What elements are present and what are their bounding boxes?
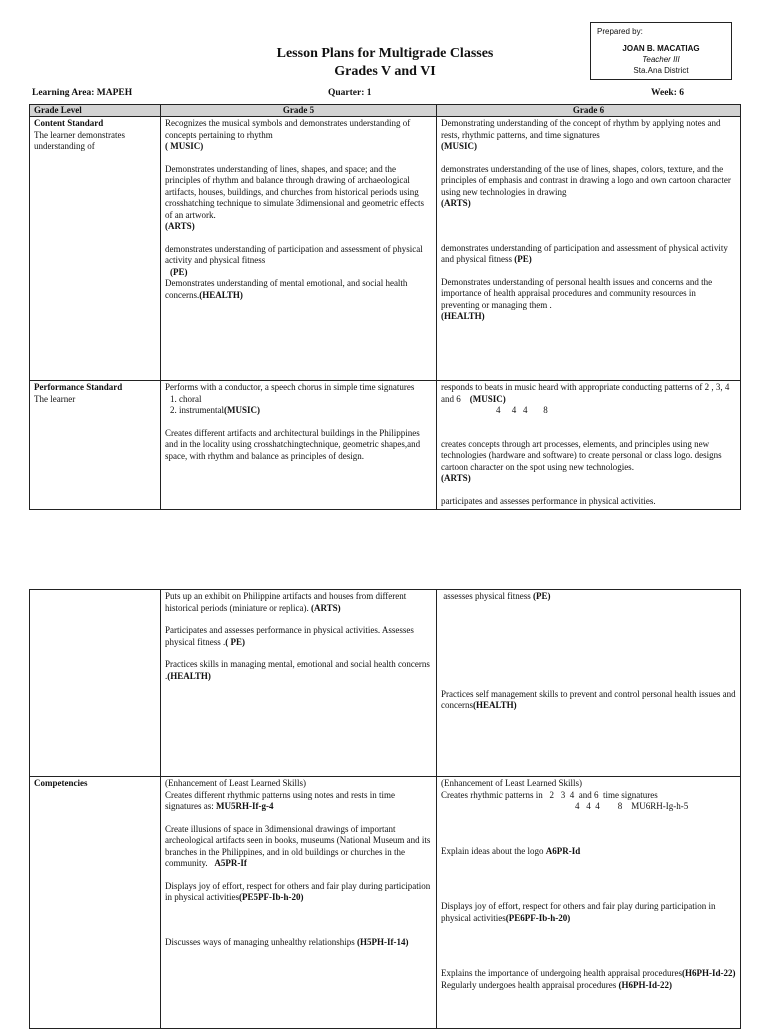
ct-g6-pe-tag: (PE) (533, 591, 551, 601)
cs-g6-music-text: Demonstrating understanding of the concept of rhythm by applying notes and rests, rhythmic patterns, and time signatures (441, 118, 721, 140)
cp-g6-denominators: 4 4 4 8 (575, 801, 623, 811)
ps-g6-music-text: responds to beats in music heard with appropriate conducting patterns of 2 , 3, 4 and 6 (441, 382, 730, 404)
cs-g6-pe-text: demonstrates understanding of participation and assessment of physical activity and physical fitness (441, 242, 728, 264)
document-subtitle: Grades V and VI (334, 64, 436, 79)
ct-g5-arts-tag: (ARTS) (310, 602, 341, 613)
cs-g5-health-text: Demonstrates understanding of mental emotional, and social health concerns. (165, 278, 408, 300)
cs-g5-arts-text: Demonstrates understanding of lines, shapes, and space; and the principles of rhythm and balance through drawing of archaeological artifacts, houses, buildings, and churches from historical periods using crosshatching technique to simulate 3dimensional and geometric effects of an artwork. (165, 163, 425, 220)
cs-g6-health-text: Demonstrates understanding of personal health issues and concerns and the importance of health appraisal procedures and community resources in preventing or managing them . (441, 276, 713, 310)
ct-g6-pe-text: assesses physical fitness (443, 591, 531, 601)
preparer-name: JOAN B. MACATIAG (622, 44, 700, 53)
cp-g5-health-code: (H5PH-If-14) (356, 936, 409, 947)
cs-g6-health-tag: (HEALTH) (441, 311, 485, 321)
cp-g6-health-code1: (H6PH-Id-22) (682, 968, 736, 978)
competencies-grade5 (161, 777, 437, 1029)
cs-g5-health-tag: (HEALTH) (199, 289, 243, 300)
cp-g6-enh: (Enhancement of Least Learned Skills) (441, 778, 582, 788)
continuation-label (30, 590, 161, 777)
cp-g5-arts-code: A5PR-If (214, 858, 247, 868)
cs-g5-music-text: Recognizes the musical symbols and demonstrates understanding of concepts pertaining to rhythm (165, 118, 411, 140)
ct-g6-health-tag: (HEALTH) (472, 700, 517, 710)
content-standard-title: Content Standard (34, 118, 104, 128)
ct-g6-health-text: Practices self management skills to prevent and control personal health issues and concerns (441, 688, 736, 710)
ct-g5-arts-text: Puts up an exhibit on Philippine artifacts and houses from different historical periods (miniature or replica). (165, 591, 407, 613)
performance-standard-grade6 (437, 381, 741, 510)
cp-g6-pe-text: Displays joy of effort, respect for others and fair play during participation in physical activities (441, 901, 716, 923)
preparer-district: Sta.Ana District (633, 66, 689, 75)
cp-g5-music-code: MU5RH-If-g-4 (216, 801, 274, 811)
cs-g6-music-tag: (MUSIC) (441, 141, 477, 151)
performance-standard-label (30, 381, 161, 510)
ps-g5-item1: 1. choral (170, 393, 202, 404)
continuation-grade5 (161, 590, 437, 777)
cs-g6-arts-text: demonstrates understanding of the use of lines, shapes, colors, texture, and the principles of emphasis and contrast in drawing a logo and own cartoon character using new technologies in drawing (441, 163, 731, 197)
cs-g6-arts-tag: (ARTS) (441, 198, 471, 208)
cs-g5-music-tag: ( MUSIC) (165, 141, 204, 151)
cp-g5-enh: (Enhancement of Least Learned Skills) (165, 778, 306, 788)
competencies-grade6 (437, 777, 741, 1029)
cp-g6-pe-code: (PE6PF-Ib-h-20) (505, 912, 571, 923)
ps-g6-pe-text: participates and assesses performance in physical activities. (441, 495, 656, 506)
performance-standard-desc: The learner (34, 393, 76, 404)
performance-standard-row (30, 381, 741, 510)
ps-g6-denominators: 4 4 4 8 (496, 405, 548, 415)
ps-g6-music-tag: (MUSIC) (469, 393, 506, 404)
cp-g6-arts-code: A6PR-Id (545, 845, 581, 856)
cp-g5-pe-text: Displays joy of effort, respect for others and fair play during participation in physical activities (165, 880, 431, 902)
prepared-by-heading: Prepared by: (597, 27, 643, 36)
ps-g5-item2-tag: (MUSIC) (224, 405, 260, 415)
ct-g5-health-text: Practices skills in managing mental, emotional and social health concerns . (165, 659, 430, 681)
ps-g5-music-text: Performs with a conductor, a speech chorus in simple time signatures (165, 382, 415, 392)
cp-g6-music-code: MU6RH-Ig-h-5 (631, 801, 689, 811)
header-grade5: Grade 5 (161, 105, 437, 117)
quarter: Quarter: 1 (328, 88, 372, 98)
cs-g6-pe-tag: (PE) (514, 254, 532, 264)
ps-g6-arts-text: creates concepts through art processes, elements, and principles using new technologies (hardware and software) to create personal or class logo. designs cartoon character on the spot using new technologies. (441, 438, 722, 472)
continuation-row (30, 590, 741, 777)
cp-g5-music-text: Creates different rhythmic patterns using notes and rests in time signatures as: (165, 789, 396, 811)
content-standard-desc: The learner demonstrates understanding of (34, 129, 125, 151)
header-grade-level: Grade Level (30, 105, 161, 117)
competencies-title: Competencies (34, 778, 88, 788)
competencies-label (30, 777, 161, 1029)
ps-g5-item2-text: 2. instrumental (170, 405, 224, 415)
content-standard-row (30, 117, 741, 381)
cp-g6-arts-text: Explain ideas about the logo (441, 845, 544, 856)
cs-g5-arts-tag: (ARTS) (165, 221, 195, 231)
performance-standard-title: Performance Standard (34, 382, 123, 392)
lesson-plan-table-1 (29, 104, 741, 510)
ct-g5-health-tag: (HEALTH) (167, 670, 211, 681)
cp-g5-arts-text: Create illusions of space in 3dimensional drawings of important archeological artifacts seen in books, museums (National Museum and its branches in the Philippines, and in old buildings or churches in the community. (165, 823, 431, 868)
cp-g6-health-text2: Regularly undergoes health appraisal procedures (441, 979, 617, 990)
cp-g6-health-text1: Explains the importance of undergoing health appraisal procedures (441, 968, 683, 978)
lesson-plan-table-2 (29, 589, 741, 1029)
content-standard-grade5 (161, 117, 437, 381)
week: Week: 6 (651, 88, 684, 98)
header-grade6: Grade 6 (437, 105, 741, 117)
competencies-row (30, 777, 741, 1029)
content-standard-label (30, 117, 161, 381)
learning-area: Learning Area: MAPEH (32, 88, 133, 98)
ct-g5-pe-text: Participates and assesses performance in physical activities. Assesses physical fitness . (165, 625, 414, 647)
prepared-by-box (590, 22, 732, 80)
performance-standard-grade5 (161, 381, 437, 510)
cp-g6-health-code2: (H6PH-Id-22) (618, 979, 673, 990)
ct-g5-pe-tag: ( PE) (225, 636, 245, 647)
ps-g6-arts-tag: (ARTS) (441, 473, 471, 483)
document-title: Lesson Plans for Multigrade Classes (276, 46, 494, 61)
cp-g6-music-text: Creates rhythmic patterns in 2 3 4 and 6 time signatures (441, 789, 658, 800)
cp-g5-health-text: Discusses ways of managing unhealthy relationships (165, 936, 355, 947)
table-header-row (30, 105, 741, 117)
preparer-role: Teacher III (642, 55, 680, 64)
cp-g5-pe-code: (PE5PF-Ib-h-20) (238, 892, 304, 902)
cs-g5-pe-text: demonstrates understanding of participation and assessment of physical activity and physical fitness (165, 243, 423, 265)
content-standard-grade6 (437, 117, 741, 381)
continuation-grade6 (437, 590, 741, 777)
cs-g5-pe-tag: (PE) (170, 266, 188, 277)
ps-g5-arts-text: Creates different artifacts and architectural buildings in the Philippines and in the locality using crosshatchingtechnique, geometric shapes,and space, with rhythm and balance as principles of design. (165, 427, 421, 461)
